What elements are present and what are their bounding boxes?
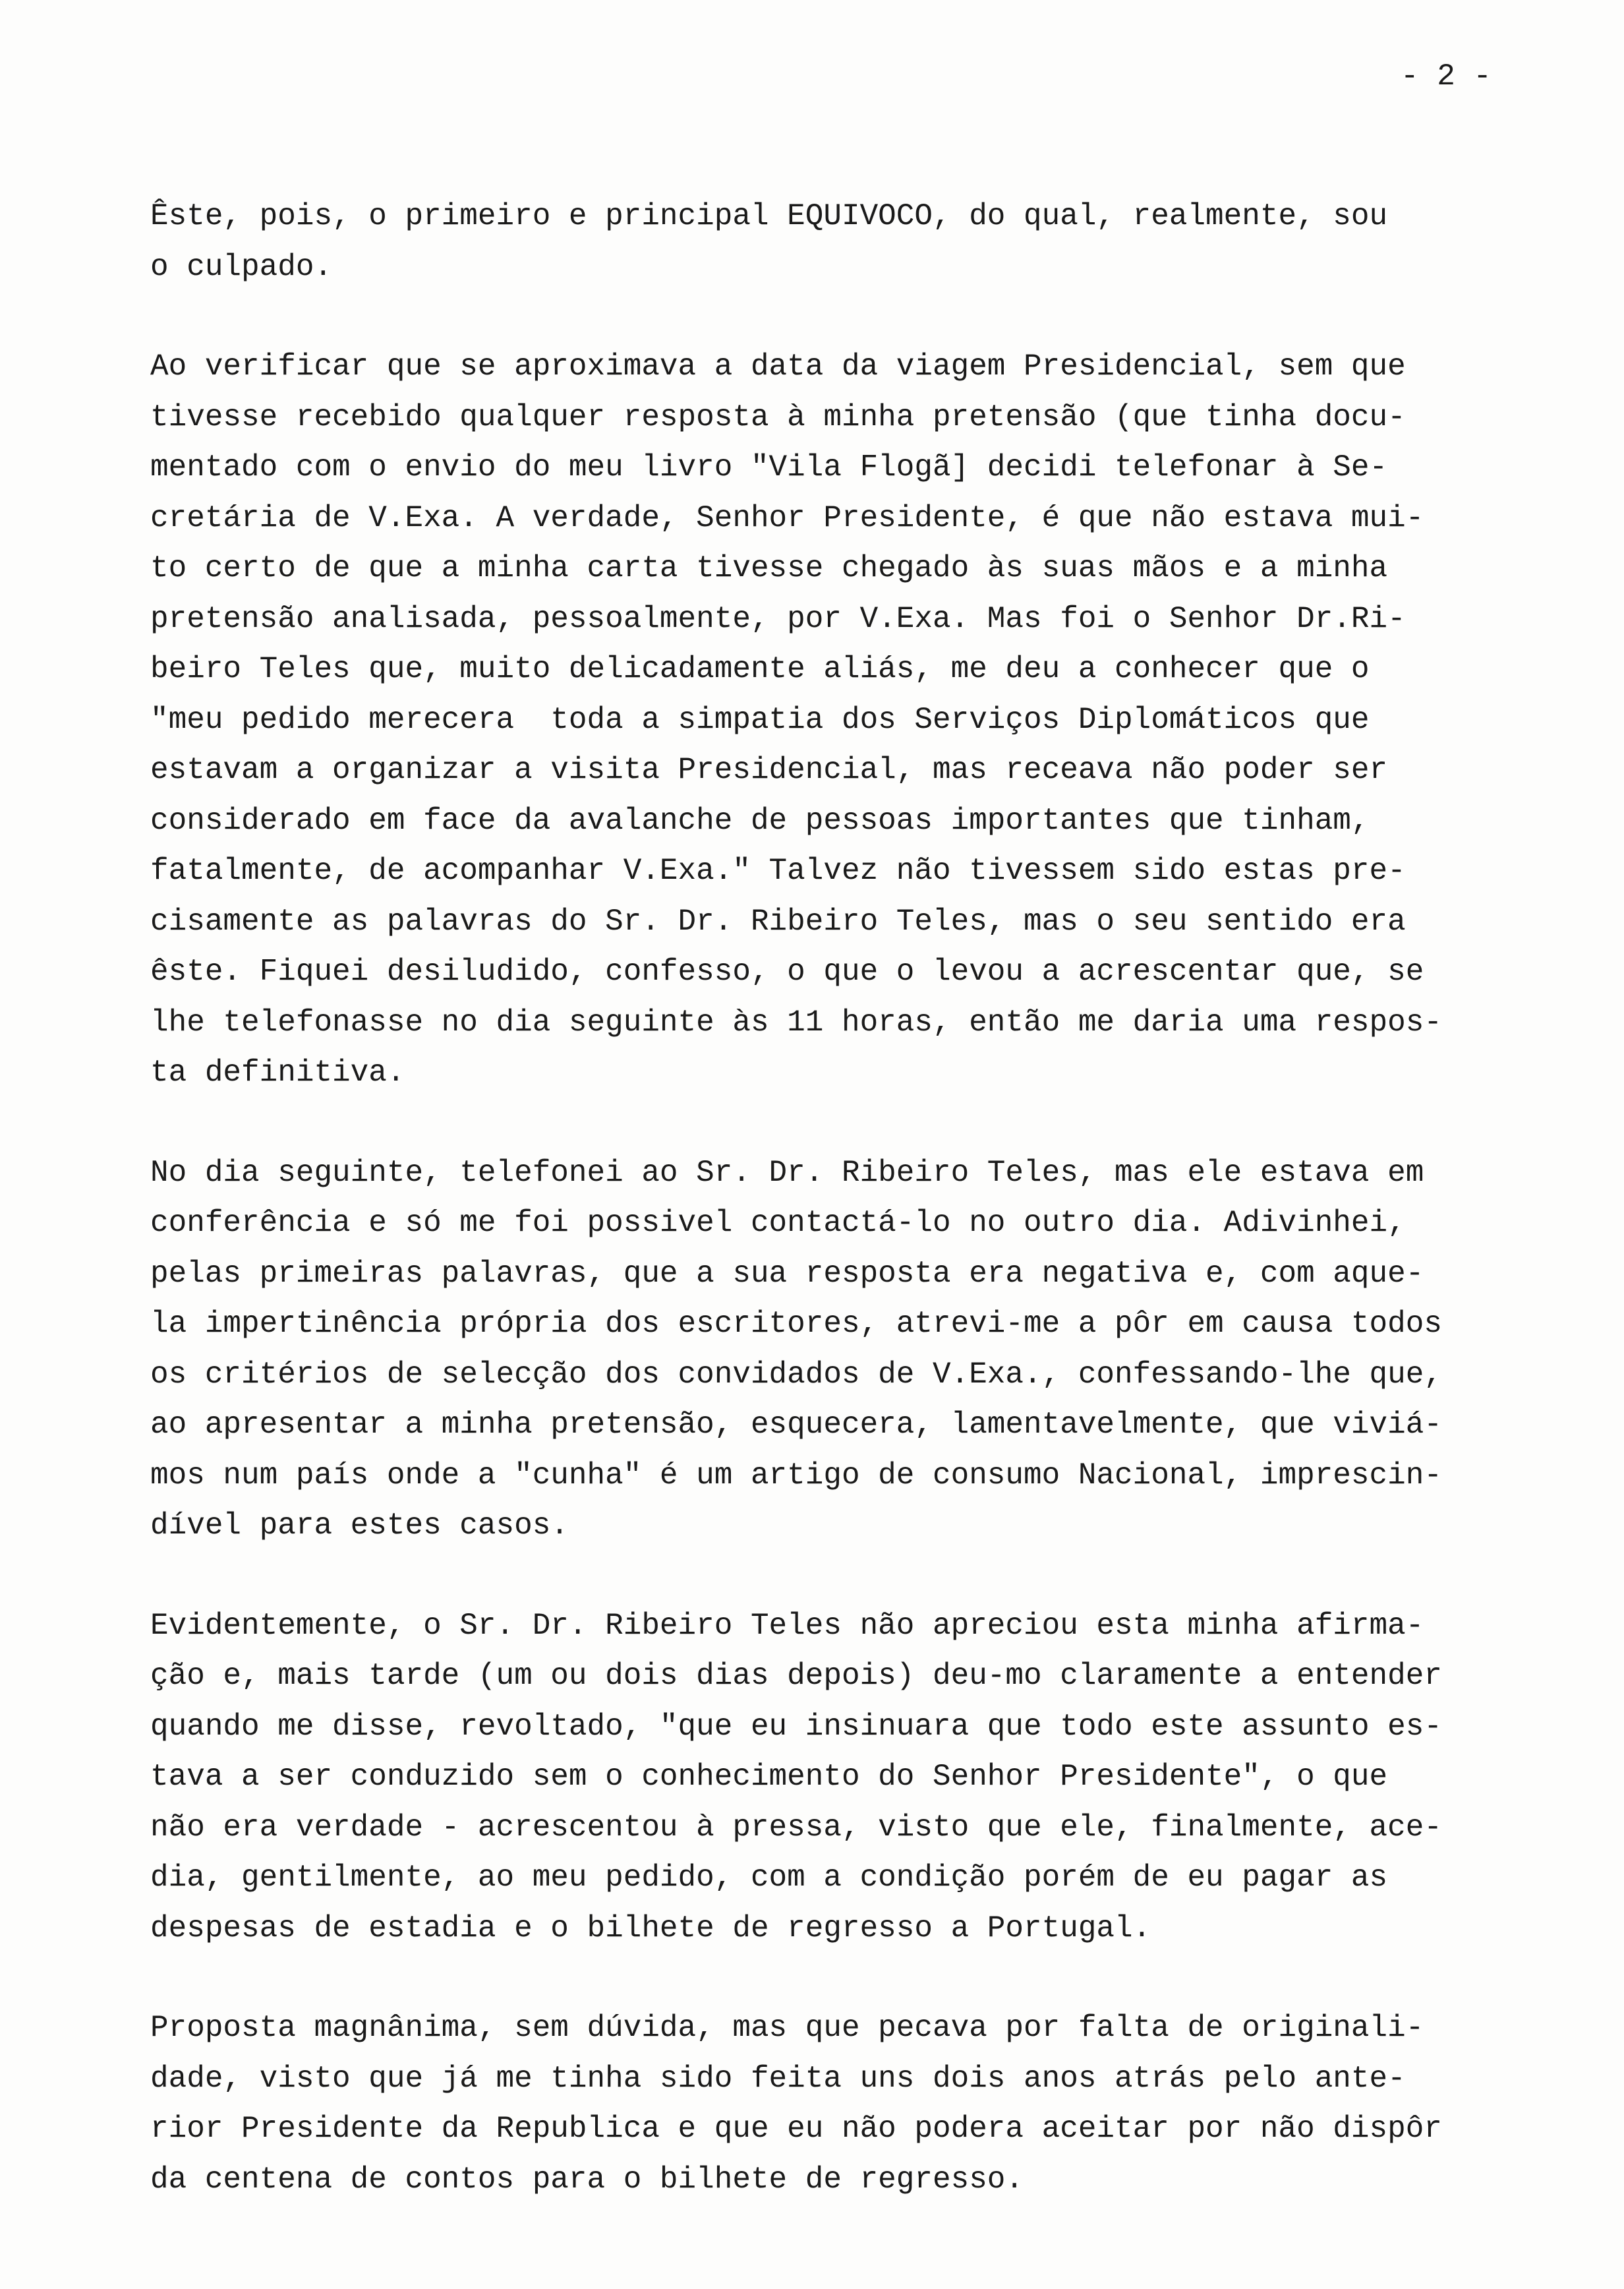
paragraph [150,1601,1587,1954]
text-line: êste. Fiquei desiludido, confesso, o que o levou a acrescentar que, se [150,955,1424,989]
text-line: cisamente as palavras do Sr. Dr. Ribeiro Teles, mas o seu sentido era [150,904,1406,939]
text-line: ao apresentar a minha pretensão, esquecera, lamentavelmente, que viviá- [150,1408,1442,1442]
text-line: tivesse recebido qualquer resposta à minha pretensão (que tinha docu- [150,400,1406,434]
text-line: da centena de contos para o bilhete de regresso. [150,2162,1024,2197]
letter-body [150,191,1587,2254]
text-line: Êste, pois, o primeiro e principal EQUIVOCO, do qual, realmente, sou [150,199,1388,233]
text-line: mentado com o envio do meu livro "Vila Flogã] decidi telefonar à Se- [150,450,1388,485]
text-line: Ao verificar que se aproximava a data da viagem Presidencial, sem que [150,349,1406,384]
paragraph [150,342,1587,1098]
text-line: ção e, mais tarde (um ou dois dias depois) deu-mo claramente a entender [150,1659,1442,1693]
text-line: não era verdade - acrescentou à pressa, visto que ele, finalmente, ace- [150,1810,1442,1845]
text-line: "meu pedido merecera toda a simpatia dos Serviços Diplomáticos que [150,702,1370,737]
text-line: Evidentemente, o Sr. Dr. Ribeiro Teles não apreciou esta minha afirma- [150,1608,1424,1643]
text-line: dia, gentilmente, ao meu pedido, com a condição porém de eu pagar as [150,1860,1388,1895]
text-line: beiro Teles que, muito delicadamente aliás, me deu a conhecer que o [150,652,1370,686]
text-line: la impertinência própria dos escritores, atrevi-me a pôr em causa todos [150,1307,1442,1341]
paragraph [150,191,1587,292]
text-line: dível para estes casos. [150,1508,569,1543]
text-line: tava a ser conduzido sem o conhecimento do Senhor Presidente", o que [150,1760,1388,1794]
text-line: dade, visto que já me tinha sido feita uns dois anos atrás pelo ante- [150,2061,1406,2096]
text-line: estavam a organizar a visita Presidencial, mas receava não poder ser [150,753,1388,787]
paragraph [150,2003,1587,2205]
text-line: No dia seguinte, telefonei ao Sr. Dr. Ribeiro Teles, mas ele estava em [150,1155,1424,1190]
text-line: o culpado. [150,249,333,284]
paragraph [150,1148,1587,1551]
text-line: Proposta magnânima, sem dúvida, mas que pecava por falta de originali- [150,2011,1424,2045]
text-line: mos num país onde a "cunha" é um artigo de consumo Nacional, imprescin- [150,1458,1442,1493]
text-line: lhe telefonasse no dia seguinte às 11 horas, então me daria uma respos- [150,1005,1442,1040]
text-line: pretensão analisada, pessoalmente, por V.Exa. Mas foi o Senhor Dr.Ri- [150,601,1406,636]
page-number: - 2 - [1401,59,1492,94]
text-line: considerado em face da avalanche de pessoas importantes que tinham, [150,803,1370,838]
text-line: rior Presidente da Republica e que eu não podera aceitar por não dispôr [150,2112,1442,2146]
text-line: to certo de que a minha carta tivesse chegado às suas mãos e a minha [150,551,1388,585]
text-line: conferência e só me foi possivel contactá-lo no outro dia. Adivinhei, [150,1206,1406,1240]
text-line: cretária de V.Exa. A verdade, Senhor Presidente, é que não estava mui- [150,500,1424,535]
text-line: fatalmente, de acompanhar V.Exa." Talvez não tivessem sido estas pre- [150,854,1406,888]
text-line: ta definitiva. [150,1055,405,1090]
text-line: quando me disse, revoltado, "que eu insinuara que todo este assunto es- [150,1709,1442,1744]
text-line: pelas primeiras palavras, que a sua resposta era negativa e, com aque- [150,1256,1424,1291]
text-line: despesas de estadia e o bilhete de regresso a Portugal. [150,1911,1151,1946]
text-line: os critérios de selecção dos convidados de V.Exa., confessando-lhe que, [150,1357,1442,1392]
